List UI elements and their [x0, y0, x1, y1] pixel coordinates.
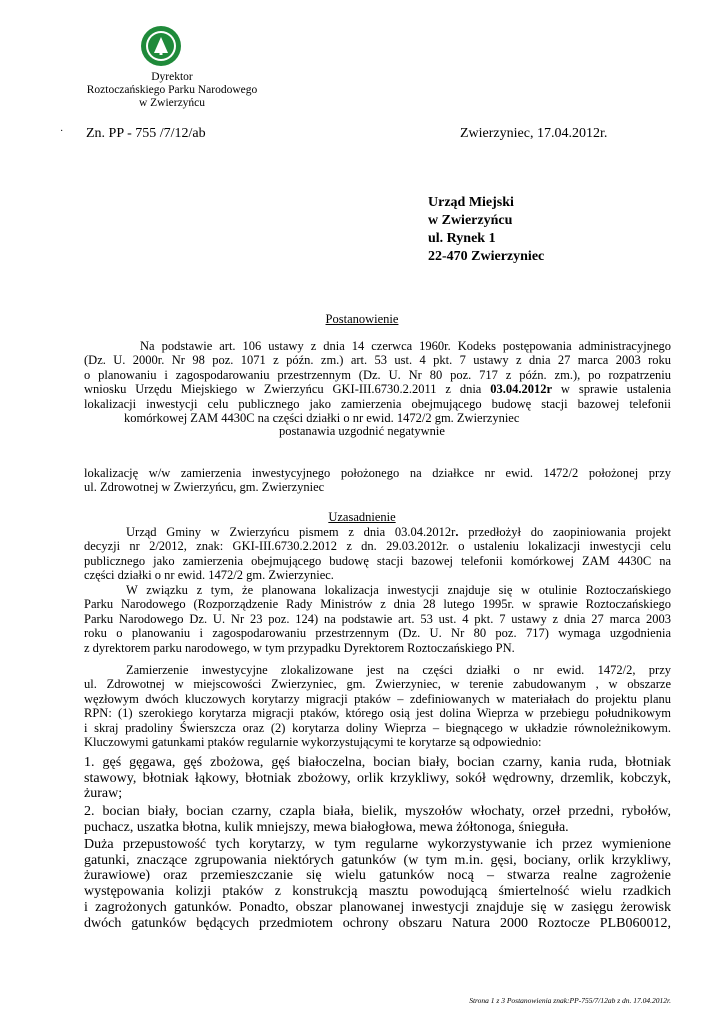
- justification-line: publicznego jako zamierzenia obejmującego budowę stacji bazowej telefonii komórkowej ZAM 4430C na: [84, 553, 671, 568]
- intro-bold-date: 03.04.2012r: [490, 382, 553, 397]
- intro-paragraph: [84, 339, 671, 425]
- place-date: Zwierzyniec, 17.04.2012r.: [460, 126, 608, 141]
- intro-text: wniosku Urzędu Miejskiego w Zwierzyńcu GKI-III.6730.2.2011 z dnia: [84, 382, 491, 397]
- justification-line: i zagrożonych gatunków. Ponadto, obszar planowanej inwestycji znajduje się w zasięgu żerowisk: [84, 899, 671, 915]
- justification-line: W związku z tym, że planowana lokalizacja inwestycji znajduje się w otulinie Roztoczańskiego: [126, 583, 671, 597]
- justification-title: Uzasadnienie: [328, 510, 396, 524]
- justification-line: [84, 525, 671, 539]
- intro-line: [84, 382, 671, 396]
- page-footer: Strona 1 z 3 Postanowienia znak:PP-755/7/12ab z dn. 17.04.2012r.: [469, 996, 671, 1005]
- addressee-line-4: 22-470 Zwierzyniec: [428, 249, 545, 264]
- species-line: 2. bocian biały, bocian czarny, czapla biała, bielik, myszołów włochaty, orzeł przedni, rybołów,: [84, 804, 671, 819]
- justification-line: Zamierzenie inwestycyjne zlokalizowane jest na części działki o nr ewid. 1472/2, przy: [126, 663, 671, 677]
- justification-p3: [84, 663, 671, 749]
- justification-line: Kluczowymi gatunkami ptaków regularnie wykorzystującymi te korytarze są odpowiednio:: [84, 735, 542, 750]
- justification-line: ul. Zdrowotnej w miejscowości Zwierzyniec, gm. Zwierzyniec, w terenie zabudowanym , w obszarze: [84, 677, 671, 692]
- justification-line: występowania kolizji ptaków z konstrukcją masztu powodującą śmiertelność wielu rzadkich: [84, 884, 671, 900]
- bold-dot: .: [455, 525, 459, 539]
- justification-line: RPN: (1) szerokiego korytarza migracji ptaków, którego osią jest dolina Wieprza w przebiegu południkowym: [84, 706, 671, 721]
- justification-line: decyzji nr 2/2012, znak: GKI-III.6730.2.2012 z dn. 29.03.2012r. o ustaleniu lokalizacji inwestycji celu: [84, 539, 671, 554]
- justification-line: części działki o nr ewid. 1472/2 gm. Zwierzyniec.: [84, 568, 334, 583]
- justification-line: węzłowym dwóch kluczowych korytarzy migracji ptaków – zdefiniowanych w materiałach do projektu planu: [84, 691, 671, 706]
- addressee-line-1: Urząd Miejski: [428, 195, 514, 210]
- justification-text: Urząd Gminy w Zwierzyńcu pismem z dnia 03.04.2012r: [126, 525, 456, 539]
- species-list-1: [84, 755, 671, 802]
- header-line-2: Roztoczańskiego Parku Narodowego: [86, 84, 258, 96]
- decision-text: postanawia uzgodnić negatywnie: [279, 424, 445, 438]
- document-title: Postanowienie: [325, 312, 399, 326]
- justification-line: gatunki, znaczące zgrupowania niektórych gatunków (w tym m.in. gęsi, bociany, orlik krzykliwy,: [84, 852, 671, 868]
- intro-line: (Dz. U. 2000r. Nr 98 poz. 1071 z późn. zm.) art. 53 ust. 4 pkt. 7 ustawy z dnia 27 marca 2003 roku: [84, 353, 671, 368]
- species-list-2: [84, 804, 671, 835]
- species-line: żuraw;: [84, 786, 123, 802]
- location-line: ul. Zdrowotnej w Zwierzyńcu, gm. Zwierzyniec: [84, 480, 325, 495]
- header-line-1: Dyrektor: [151, 71, 193, 83]
- addressee-line-2: w Zwierzyńcu: [428, 213, 513, 228]
- addressee-line-3: ul. Rynek 1: [428, 231, 496, 246]
- species-line: puchacz, uszatka błotna, kulik mniejszy, mewa białogłowa, mewa żółtonoga, śnieguła.: [84, 819, 569, 835]
- intro-text: w sprawie ustalenia: [552, 382, 671, 397]
- species-line: stawowy, błotniak łąkowy, błotniak zbożowy, orlik krzykliwy, sokół wędrowny, drzemlik, kobczyk,: [84, 770, 671, 786]
- justification-text: przedłożył do zaopiniowania projekt: [458, 525, 671, 539]
- justification-line: z dyrektorem parku narodowego, w tym przypadku Dyrektorem Roztoczańskiego PN.: [84, 640, 515, 655]
- justification-line: Parku Narodowego Dz. U. Nr 23 poz. 124) na podstawie art. 53 ust. 4 pkt. 7 ustawy z dnia 27 marca 2003: [84, 611, 671, 626]
- intro-line: lokalizacji inwestycji celu publicznego jako zamierzenia obejmującego budowę stacji bazowej telefonii: [84, 396, 671, 411]
- justification-line: żurawiowe) oraz przemieszczanie się wielu gatunków nocą – stwarza realne zagrożenie: [84, 868, 671, 884]
- justification-line: dwóch gatunków będących przedmiotem ochrony obszaru Natura 2000 Roztocze PLB060012,: [84, 915, 671, 931]
- species-line: 1. gęś gęgawa, gęś zbożowa, gęś białoczelna, bocian biały, bocian czarny, kania ruda, błotniak: [84, 755, 671, 770]
- justification-line: Parku Narodowego (Rozporządzenie Rady Ministrów z dnia 28 lutego 1995r. w sprawie Roztoczańskiego: [84, 597, 671, 612]
- location-line: lokalizację w/w zamierzenia inwestycyjnego położonego na działkce nr ewid. 1472/2 położonej przy: [84, 466, 671, 480]
- justification-p2: [84, 583, 671, 655]
- justification-p1: [84, 525, 671, 583]
- justification-line: roku o planowaniu i zagospodarowaniu przestrzennym (Dz. U. Nr 80 poz. 717) wymaga uzgodnienia: [84, 626, 671, 641]
- location-paragraph: [84, 466, 671, 495]
- intro-line: komórkowej ZAM 4430C na części działki o nr ewid. 1472/2 gm. Zwierzyniec: [124, 411, 520, 426]
- margin-dot: ·: [60, 126, 64, 137]
- park-emblem-icon: [140, 25, 182, 67]
- reference-number: Zn. PP - 755 /7/12/ab: [86, 126, 206, 141]
- intro-line: o planowaniu i zagospodarowaniu przestrzennym (Dz. U. Nr 80 poz. 717 z późn. zm.), po rozpatrzeniu: [84, 367, 671, 382]
- header-line-3: w Zwierzyńcu: [138, 97, 206, 109]
- justification-p4: [84, 837, 671, 931]
- intro-line: Na podstawie art. 106 ustawy z dnia 14 czerwca 1960r. Kodeks postępowania administracyjnego: [140, 339, 671, 353]
- justification-line: i skraj pradoliny Świerszcza oraz (2) korytarza doliny Wieprza – biegnącego w układzie równoleżnikowym.: [84, 720, 671, 735]
- justification-line: Duża przepustowość tych korytarzy, w tym regularne wykorzystywanie ich przez wymienione: [84, 837, 671, 852]
